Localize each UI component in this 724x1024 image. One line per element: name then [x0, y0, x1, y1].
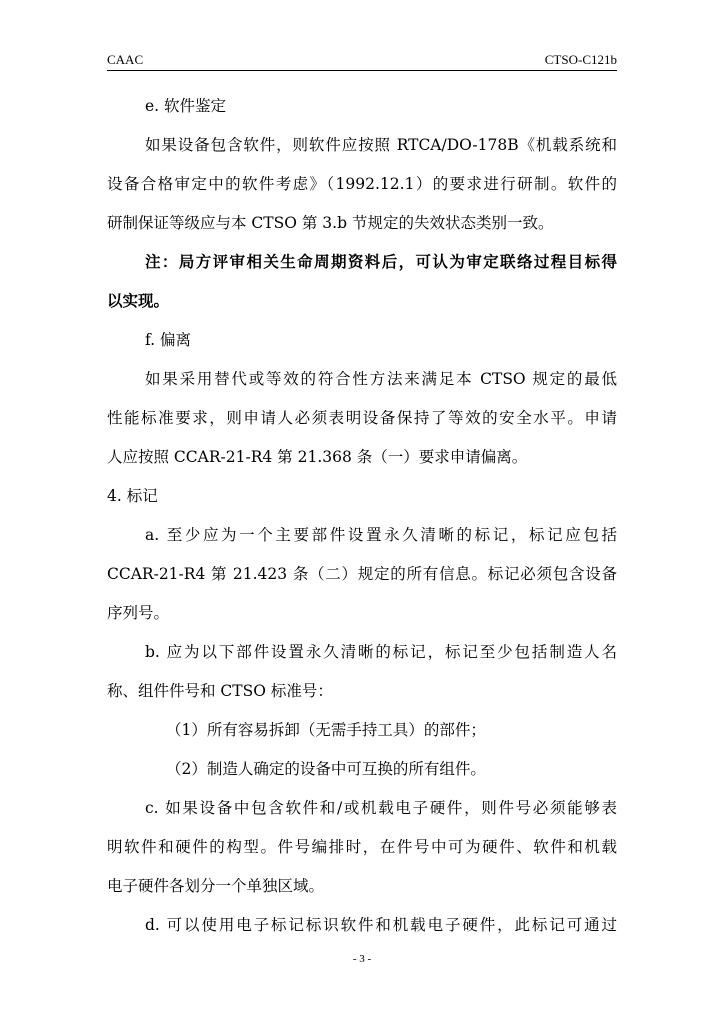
text-line: 电子硬件各划分一个单独区域。	[107, 877, 325, 895]
page-number: - 3 -	[352, 953, 372, 965]
text-line: 如果采用替代或等效的符合性方法来满足本 CTSO 规定的最低	[145, 370, 617, 388]
text-line: a. 至少应为一个主要部件设置永久清晰的标记，标记应包括	[145, 526, 617, 544]
text-line: 性能标准要求，则申请人必须表明设备保持了等效的安全水平。申请	[107, 409, 617, 427]
text-line: （1）所有容易拆卸（无需手持工具）的部件；	[166, 721, 486, 739]
text-line: 研制保证等级应与本 CTSO 第 3.b 节规定的失效状态类别一致。	[107, 214, 554, 232]
text-line: d. 可以使用电子标记标识软件和机载电子硬件，此标记可通过	[145, 916, 617, 934]
text-line: 设备合格审定中的软件考虑》（1992.12.1）的要求进行研制。软件的	[107, 175, 617, 193]
header-doc-id: CTSO-C121b	[544, 52, 617, 67]
text-line: 人应按照 CCAR-21-R4 第 21.368 条（一）要求申请偏离。	[107, 448, 528, 466]
text-line: 以实现。	[107, 291, 170, 310]
header-rule	[107, 70, 617, 71]
text-line: c. 如果设备中包含软件和/或机载电子硬件，则件号必须能够表	[145, 799, 617, 817]
text-line: 4. 标记	[107, 487, 158, 505]
page-header	[107, 52, 617, 70]
text-line: e. 软件鉴定	[145, 97, 227, 115]
text-line: 称、组件件号和 CTSO 标准号：	[107, 682, 333, 700]
text-line: 如果设备包含软件，则软件应按照 RTCA/DO-178B《机载系统和	[145, 136, 617, 154]
header-org: CAAC	[107, 52, 144, 67]
text-line: 序列号。	[107, 604, 170, 622]
text-line: f. 偏离	[145, 331, 192, 349]
text-line: 注：局方评审相关生命周期资料后，可认为审定联络过程目标得	[145, 252, 617, 271]
text-line: CCAR-21-R4 第 21.423 条（二）规定的所有信息。标记必须包含设备	[107, 565, 617, 583]
text-line: （2）制造人确定的设备中可互换的所有组件。	[166, 760, 486, 778]
text-line: b. 应为以下部件设置永久清晰的标记，标记至少包括制造人名	[145, 643, 617, 661]
text-line: 明软件和硬件的构型。件号编排时，在件号中可为硬件、软件和机载	[107, 838, 617, 856]
